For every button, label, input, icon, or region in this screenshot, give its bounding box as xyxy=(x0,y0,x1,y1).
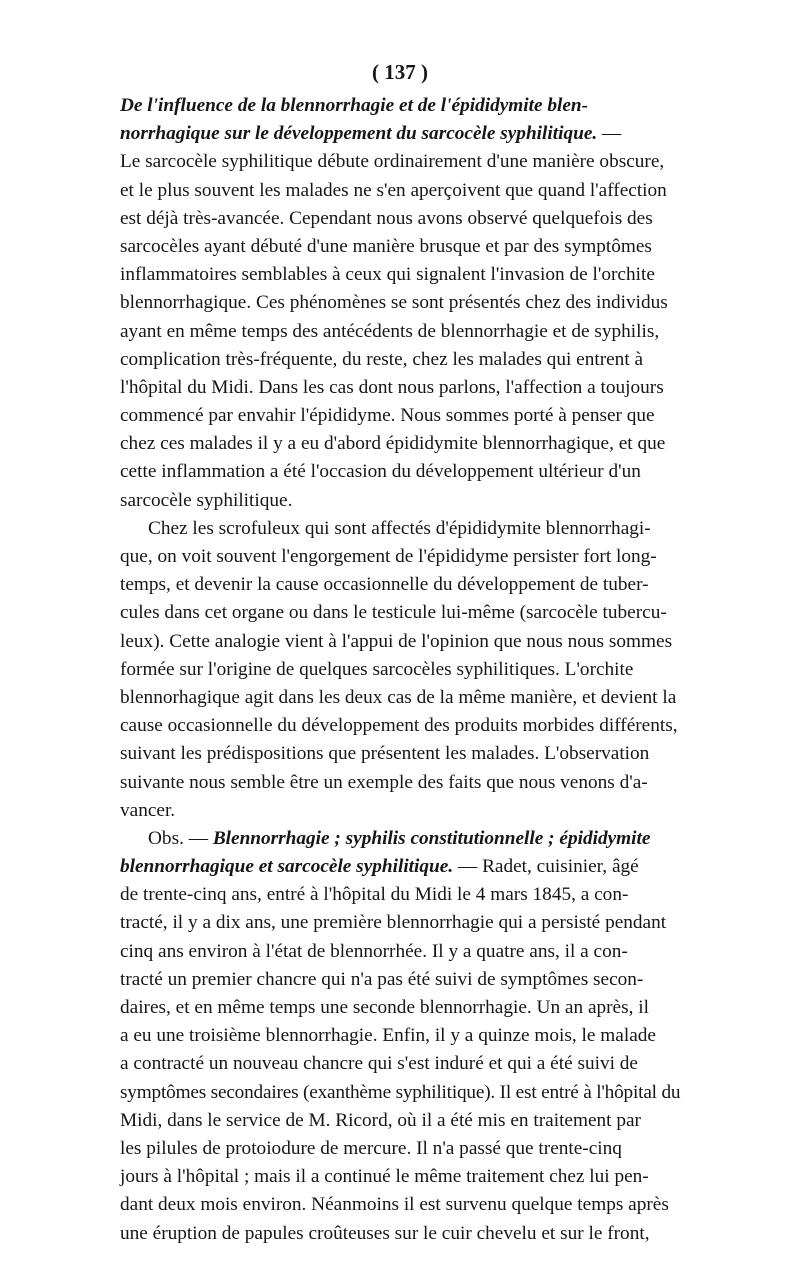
page-number: ( 137 ) xyxy=(372,60,428,84)
text-line: Le sarcocèle syphilitique débute ordinairement d'une manière obscure, xyxy=(120,151,665,173)
text-line: suivant les prédispositions que présentent les malades. L'observation xyxy=(120,743,650,765)
text-line: de trente-cinq ans, entré à l'hôpital du Midi le 4 mars 1845, a con- xyxy=(120,884,629,906)
text-line: commencé par envahir l'épididyme. Nous sommes porté à penser que xyxy=(120,405,655,427)
text-line: a eu une troisième blennorrhagie. Enfin, il y a quinze mois, le malade xyxy=(120,1025,656,1047)
text-line: blennorhagique agit dans les deux cas de la même manière, et devient la xyxy=(120,686,677,708)
text-line: ayant en même temps des antécédents de blennorrhagie et de syphilis, xyxy=(120,320,660,342)
observation-title: Blennorrhagie ; syphilis constitutionnelle ; épididymite xyxy=(212,827,651,849)
section-title: De l'influence de la blennorrhagie et de l'épididymite blen- xyxy=(120,95,589,116)
page-body xyxy=(120,92,680,1248)
section-title-line xyxy=(120,92,680,120)
text-line: sarcocèle syphilitique. xyxy=(120,489,293,511)
text-line: tracté, il y a dix ans, une première blennorrhagie qui a persisté pendant xyxy=(120,912,667,934)
text-line: Midi, dans le service de M. Ricord, où il a été mis en traitement par xyxy=(120,1109,641,1131)
section-title: norrhagique sur le développement du sarcocèle syphilitique. xyxy=(120,123,598,145)
text-line: a contracté un nouveau chancre qui s'est induré et qui a été suivi de xyxy=(120,1053,638,1075)
text-line: cinq ans environ à l'état de blennorrhée. Il y a quatre ans, il a con- xyxy=(120,940,628,962)
text-line: complication très-fréquente, du reste, chez les malades qui entrent à xyxy=(120,348,644,370)
text-line: l'hôpital du Midi. Dans les cas dont nous parlons, l'affection a toujours xyxy=(120,376,664,398)
text-line: que, on voit souvent l'engorgement de l'épididyme persister fort long- xyxy=(120,546,657,567)
text-line: suivante nous semble être un exemple des faits que nous venons d'a- xyxy=(120,771,648,793)
text-line: et le plus souvent les malades ne s'en aperçoivent que quand l'affection xyxy=(120,179,667,201)
text-line: les pilules de protoiodure de mercure. Il n'a passé que trente-cinq xyxy=(120,1137,622,1159)
text-line: symptômes secondaires (exanthème syphilitique). Il est entré à l'hôpital du xyxy=(120,1081,681,1103)
text-line: vancer. xyxy=(120,799,176,821)
text-line: cause occasionnelle du développement des produits morbides différents, xyxy=(120,715,678,737)
observation-label: Obs. — xyxy=(148,827,213,849)
text-line: Chez les scrofuleux qui sont affectés d'épididymite blennorrhagi- xyxy=(148,517,651,539)
text-line: blennorrhagique. Ces phénomènes se sont présentés chez des individus xyxy=(120,292,668,314)
text-line: formée sur l'origine de quelques sarcocèles syphilitiques. L'orchite xyxy=(120,658,634,680)
observation-title-line xyxy=(120,853,680,881)
text-line: inflammatoires semblables à ceux qui signalent l'invasion de l'orchite xyxy=(120,264,655,286)
observation-text: — Radet, cuisinier, âgé xyxy=(453,856,639,878)
text-line: daires, et en même temps une seconde blennorrhagie. Un an après, il xyxy=(120,997,649,1018)
text-line: cules dans cet organe ou dans le testicule lui-même (sarcocèle tubercu- xyxy=(120,602,667,624)
text-line: sarcocèles ayant débuté d'une manière brusque et par des symptômes xyxy=(120,235,652,257)
text-line: jours à l'hôpital ; mais il a continué le même traitement chez lui pen- xyxy=(120,1166,649,1188)
text-line: temps, et devenir la cause occasionnelle du développement de tuber- xyxy=(120,574,649,596)
title-dash: — xyxy=(597,123,622,145)
text-line: tracté un premier chancre qui n'a pas été suivi de symptômes secon- xyxy=(120,968,644,990)
text-line: cette inflammation a été l'occasion du développement ultérieur d'un xyxy=(120,461,641,483)
observation-title: blennorrhagique et sarcocèle syphilitique. xyxy=(120,856,454,878)
text-line: est déjà très-avancée. Cependant nous avons observé quelquefois des xyxy=(120,207,653,229)
text-line: leux). Cette analogie vient à l'appui de l'opinion que nous nous sommes xyxy=(120,630,673,652)
section-title-line xyxy=(120,120,680,148)
text-line: dant deux mois environ. Néanmoins il est survenu quelque temps après xyxy=(120,1194,669,1216)
text-line: une éruption de papules croûteuses sur le cuir chevelu et sur le front, xyxy=(120,1222,650,1244)
text-line: chez ces malades il y a eu d'abord épididymite blennorrhagique, et que xyxy=(120,433,666,455)
observation-title-line xyxy=(120,825,680,853)
